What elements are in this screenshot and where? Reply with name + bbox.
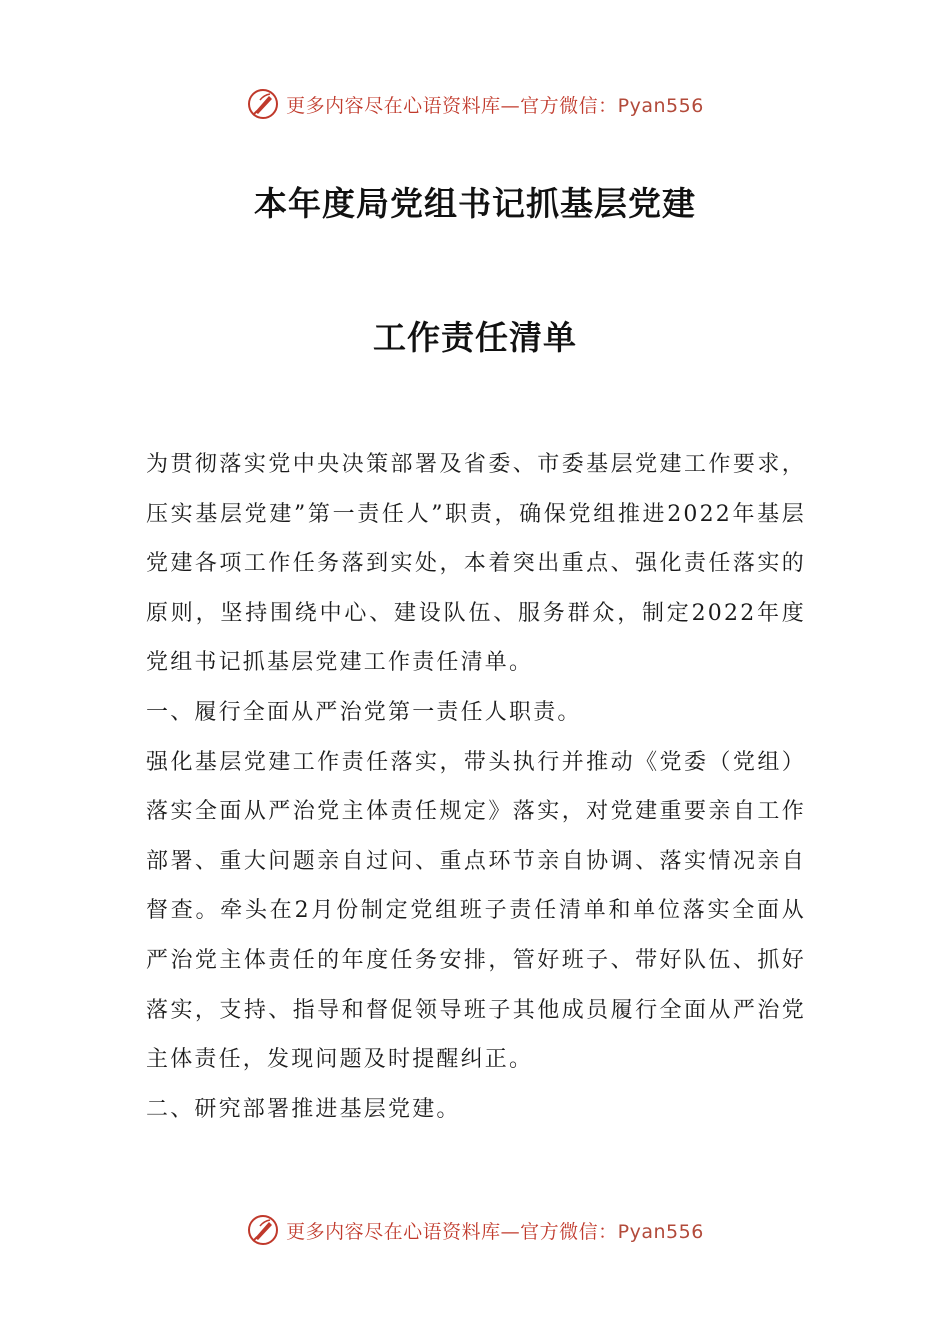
watermark-wechat-id: Pyan556: [617, 94, 704, 117]
watermark-text: [286, 91, 704, 118]
watermark-label: 更多内容尽在心语资料库—官方微信：: [286, 94, 618, 117]
watermark-text: [286, 1217, 704, 1244]
watermark-label: 更多内容尽在心语资料库—官方微信：: [286, 1220, 618, 1243]
document-body: [146, 440, 806, 1134]
watermark-footer: [0, 1210, 950, 1250]
quill-pen-logo-icon: [246, 87, 280, 121]
section-heading-2: 二、研究部署推进基层党建。: [146, 1096, 461, 1122]
paragraph-intro: 为贯彻落实党中央决策部署及省委、市委基层党建工作要求，压实基层党建”第一责任人”职责，确保党组推进2022年基层党建各项工作任务落到实处，本着突出重点、强化责任落实的原则，坚持围绕中心、建设队伍、服务群众，制定2022年度党组书记抓基层党建工作责任清单。: [146, 452, 806, 676]
document-title-line2: 工作责任清单: [373, 318, 577, 357]
document-title-line1: 本年度局党组书记抓基层党建: [254, 184, 696, 223]
watermark-wechat-id: Pyan556: [617, 1220, 704, 1243]
watermark-header: [0, 84, 950, 124]
quill-pen-logo-icon: [246, 1213, 280, 1247]
paragraph-section-1: 强化基层党建工作责任落实，带头执行并推动《党委（党组）落实全面从严治党主体责任规定》落实，对党建重要亲自工作部署、重大问题亲自过问、重点环节亲自协调、落实情况亲自督查。牵头在2月份制定党组班子责任清单和单位落实全面从严治党主体责任的年度任务安排，管好班子、带好队伍、抓好落实，支持、指导和督促领导班子其他成员履行全面从严治党主体责任，发现问题及时提醒纠正。: [146, 749, 806, 1073]
section-heading-1: 一、履行全面从严治党第一责任人职责。: [146, 699, 582, 725]
